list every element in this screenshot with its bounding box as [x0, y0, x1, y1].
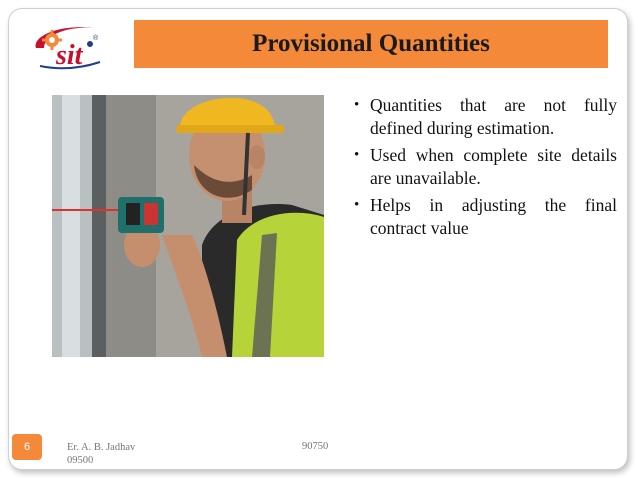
footer-author	[67, 441, 267, 467]
footer-author-line2: 09500	[67, 455, 94, 466]
footer-author-line1: Er. A. B. Jadhav	[67, 442, 136, 453]
institution-logo	[30, 18, 120, 72]
title-bar	[134, 20, 608, 68]
page-number-badge	[12, 434, 42, 460]
slide-title: Provisional Quantities	[252, 30, 490, 57]
bullet-dot-icon: •	[354, 147, 360, 163]
svg-text:®: ®	[93, 35, 99, 42]
bullet-list	[352, 94, 617, 244]
bullet-item	[352, 144, 617, 190]
bullet-text: Quantities that are not fully defined during estimation.	[370, 95, 617, 138]
bullet-dot-icon: •	[354, 97, 360, 113]
bullet-item	[352, 194, 617, 240]
worker-laser-measure-photo	[52, 95, 324, 357]
bullet-dot-icon: •	[354, 197, 360, 213]
svg-text:sit: sit	[56, 40, 83, 71]
footer-code: 90750	[302, 441, 329, 452]
page-number: 6	[23, 441, 31, 453]
bullet-text: Used when complete site details are unavailable.	[370, 145, 617, 188]
bullet-text: Helps in adjusting the final contract value	[370, 195, 617, 238]
bullet-item	[352, 94, 617, 140]
